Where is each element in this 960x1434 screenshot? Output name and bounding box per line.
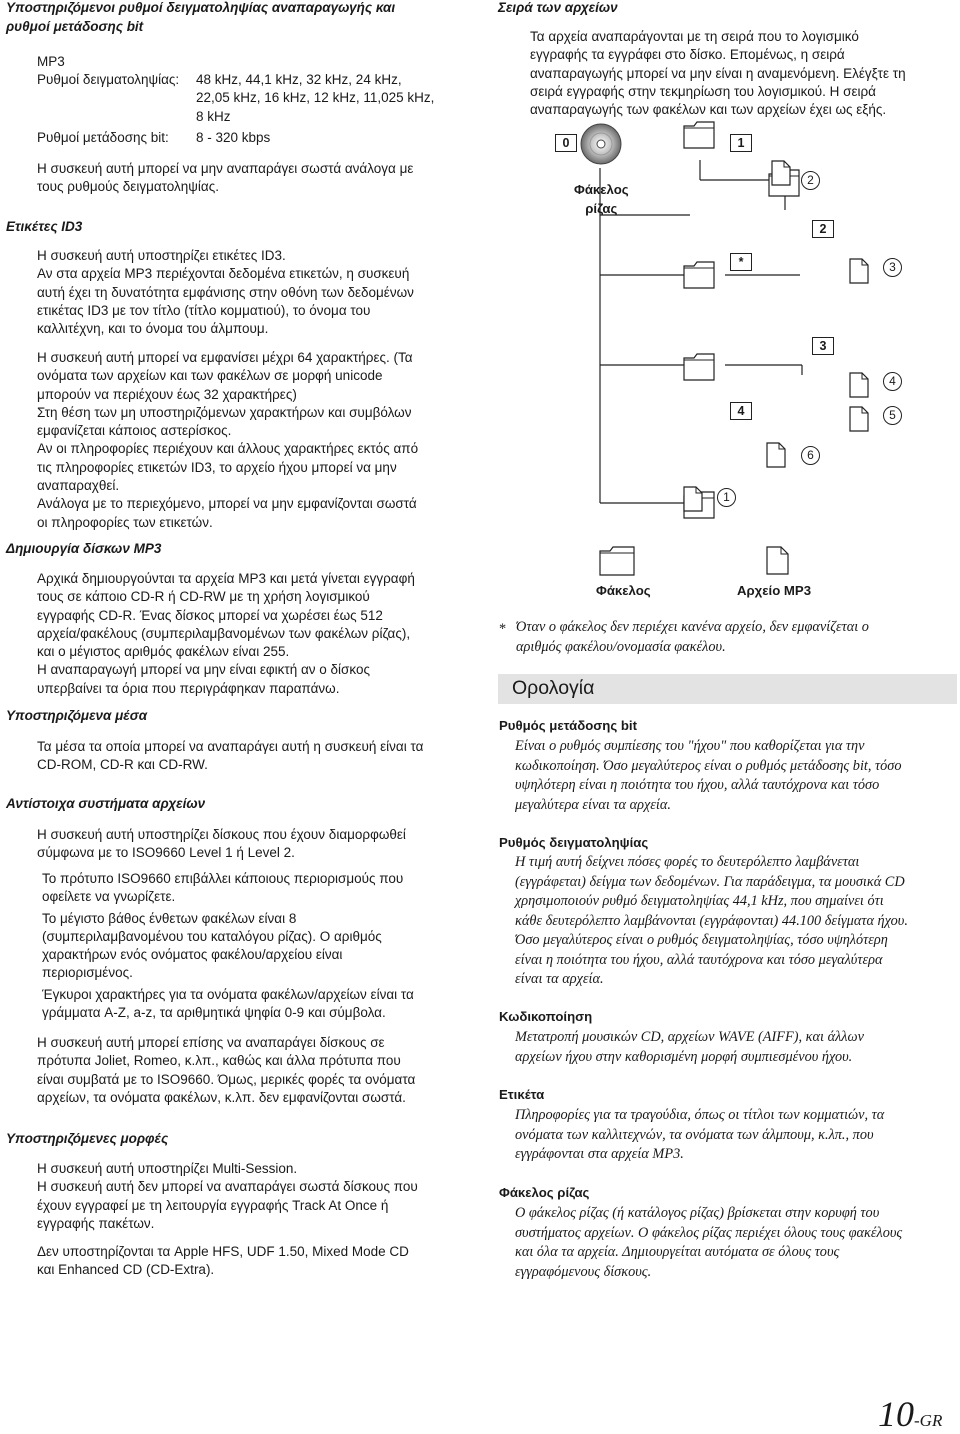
label-line: ρίζας bbox=[585, 201, 618, 216]
order-circle-5: 5 bbox=[883, 406, 902, 425]
legend-folder-label: Φάκελος bbox=[596, 583, 651, 598]
cd-disc-icon bbox=[579, 122, 623, 166]
mp3-label: MP3 bbox=[37, 54, 65, 69]
text-line: Η συσκευή αυτή υποστηρίζει Multi-Session. bbox=[37, 1161, 298, 1176]
create-discs-paragraph bbox=[37, 570, 415, 698]
text-line: ονόματα των αρχείων και των φακέλων σε μορφή unicode bbox=[37, 368, 383, 384]
text-line: οφείλετε να γνωρίζετε. bbox=[42, 889, 176, 905]
term-name: Ρυθμός δειγματοληψίας bbox=[499, 835, 649, 850]
file-systems-paragraph-1 bbox=[37, 826, 406, 863]
mp3-file-icon bbox=[849, 372, 869, 403]
legend-folder-icon bbox=[598, 545, 638, 582]
text-line: έχουν εγγραφεί με τη λειτουργία εγγραφής Track At Once ή bbox=[37, 1197, 389, 1213]
text-line: Είναι ο ρυθμός συμπίεσης του "ήχου" που καθορίζεται για την bbox=[515, 738, 865, 754]
id3-heading: Ετικέτες ID3 bbox=[6, 219, 83, 234]
text-line: και όλα τα αρχεία. Δημιουργείται αυτόματα σε όλους τους bbox=[515, 1244, 840, 1260]
text-line: Όσο μεγαλύτερος είναι ο ρυθμός δειγματοληψίας, τόσο υψηλότερη bbox=[515, 932, 888, 948]
text-line: αρχεία/φακέλους (συμπεριλαμβανομένων των φακέλων ρίζας), bbox=[37, 625, 411, 641]
order-box-star: * bbox=[730, 253, 752, 271]
folder-icon bbox=[682, 120, 718, 155]
term-definition bbox=[515, 1028, 864, 1067]
text-line: οι πληροφορίες των ετικετών. bbox=[37, 514, 213, 530]
text-line: μεγαλύτερα είναι τα αρχεία. bbox=[515, 796, 671, 813]
text-line: χαρακτήρων ενός ονόματος φακέλου/αρχείου είναι bbox=[42, 947, 343, 963]
text-line: αρχείων ήχου στην καθορισμένη μορφή συμπιεσμένου ήχου. bbox=[515, 1048, 853, 1065]
text-line: Πληροφορίες για τα τραγούδια, όπως οι τίτλοι των κομματιών, τα bbox=[515, 1107, 885, 1123]
mp3-file-icon bbox=[766, 442, 786, 473]
term-name: Ρυθμός μετάδοσης bit bbox=[499, 718, 637, 733]
value-line: 8 kHz bbox=[196, 108, 231, 124]
folder-tree-diagram bbox=[490, 120, 960, 610]
text-line: υπερβαίνει τα όρια που περιγράφηκαν παραπάνω. bbox=[37, 680, 340, 696]
text-line: Ο φάκελος ρίζας (ή κατάλογος ρίζας) βρίσκεται στην κορυφή του bbox=[515, 1205, 880, 1221]
sampling-note bbox=[37, 160, 413, 197]
text-line: και Enhanced CD (CD-Extra). bbox=[37, 1262, 215, 1278]
text-line: τους ρυθμούς δειγματοληψίας. bbox=[37, 179, 219, 195]
footnote-text bbox=[516, 618, 869, 657]
text-line: εγγραφής CD-R. Ένας δίσκος μπορεί να χωρέσει έως 512 bbox=[37, 607, 383, 623]
text-line: αναπαραχθεί. bbox=[37, 478, 120, 494]
terminology-banner bbox=[498, 674, 957, 704]
text-line: Η αναπαραγωγή μπορεί να μην είναι εφικτή αν ο δίσκος bbox=[37, 662, 370, 678]
page-number-suffix: -GR bbox=[914, 1411, 943, 1430]
order-circle-6: 6 bbox=[801, 446, 820, 465]
supported-media-heading: Υποστηριζόμενα μέσα bbox=[6, 708, 148, 723]
supported-formats-paragraph-2 bbox=[37, 1243, 409, 1280]
sample-rates-heading bbox=[6, 0, 476, 36]
text-line: μπορούν να περιέχουν έως 32 χαρακτήρες) bbox=[37, 386, 297, 402]
heading-line: Υποστηριζόμενοι ρυθμοί δειγματοληψίας αναπαραγωγής και bbox=[6, 0, 396, 15]
order-circle-3: 3 bbox=[883, 258, 902, 277]
text-line: Αν οι πληροφορίες περιέχουν και άλλους χαρακτήρες εκτός από bbox=[37, 441, 419, 457]
term-name: Φάκελος ρίζας bbox=[499, 1185, 590, 1200]
supported-formats-heading: Υποστηριζόμενες μορφές bbox=[6, 1131, 169, 1146]
text-line: (συμπεριλαμβανομένου του καταλόγου ρίζας). Ο αριθμός bbox=[42, 928, 382, 944]
text-line: Ανάλογα με το περιεχόμενο, μπορεί να μην εμφανίζονται σωστά bbox=[37, 496, 417, 512]
supported-media-paragraph bbox=[37, 738, 423, 775]
terminology-title: Ορολογία bbox=[512, 677, 595, 699]
text-line: εγγραφόμενους δίσκους. bbox=[515, 1263, 652, 1280]
text-line: περιορισμένος. bbox=[42, 965, 133, 981]
text-line: Τα μέσα τα οποία μπορεί να αναπαράγει αυτή η συσκευή είναι τα bbox=[37, 739, 424, 754]
id3-paragraph-1 bbox=[37, 247, 414, 338]
text-line: Η συσκευή αυτή μπορεί επίσης να αναπαράγει δίσκους σε bbox=[37, 1035, 385, 1050]
tree-lines bbox=[490, 120, 960, 610]
text-line: τις πληροφορίες ετικετών ID3, το αρχείο ήχου μπορεί να μην bbox=[37, 459, 397, 475]
order-box-3: 3 bbox=[812, 337, 834, 355]
page-number bbox=[878, 1396, 942, 1432]
footnote-mark: * bbox=[499, 621, 507, 637]
mp3-file-icon bbox=[683, 486, 703, 517]
term-name: Κωδικοποίηση bbox=[499, 1009, 593, 1024]
text-line: εγγραφής τα εγγράφει στο δίσκο. Επομένως, η σειρά bbox=[530, 47, 845, 63]
text-line: εμφανίζεται κάποιος αστερίσκος. bbox=[37, 423, 232, 439]
text-line: είναι η ποιότητα του ήχου, αλλά ταυτόχρονα και τόσο μεγαλύτερα bbox=[515, 951, 883, 968]
text-line: χρησιμοποιούν ρυθμό δειγματοληψίας 44,1 kHz, που σημαίνει ότι bbox=[515, 893, 884, 909]
order-box-2: 2 bbox=[812, 220, 834, 238]
text-line: Η συσκευή αυτή δεν μπορεί να αναπαράγει σωστά δίσκους που bbox=[37, 1179, 418, 1195]
file-systems-paragraph-2 bbox=[37, 1034, 415, 1107]
text-line: αριθμός φακέλου/ονομασία φακέλου. bbox=[516, 638, 726, 655]
file-systems-heading: Αντίστοιχα συστήματα αρχείων bbox=[6, 796, 206, 811]
order-box-4: 4 bbox=[730, 402, 752, 420]
text-line: Έγκυροι χαρακτήρες για τα ονόματα φακέλων/αρχείων είναι τα bbox=[42, 986, 414, 1002]
term-definition bbox=[515, 853, 908, 990]
create-discs-heading: Δημιουργία δίσκων MP3 bbox=[6, 541, 162, 556]
text-line: Το μέγιστο βάθος ένθετων φακέλων είναι 8 bbox=[42, 910, 297, 926]
legend-file-label: Αρχείο MP3 bbox=[737, 583, 812, 598]
text-line: κάθε δευτερόλεπτο λαμβάνονται (εγγράφονται) 44.100 δείγματα ήχου. bbox=[515, 912, 908, 929]
text-line: ονόματα των καλλιτεχνών, τα ονόματα των άλμπουμ, κ.λπ., που bbox=[515, 1126, 874, 1143]
supported-formats-paragraph-1 bbox=[37, 1160, 418, 1233]
page-number-value: 10 bbox=[878, 1394, 914, 1434]
legend-file-icon bbox=[766, 546, 790, 581]
term-definition bbox=[515, 1204, 902, 1282]
file-order-heading: Σειρά των αρχείων bbox=[498, 0, 618, 15]
text-line: πρότυπα Joliet, Romeo, κ.λπ., καθώς και άλλα πρότυπα που bbox=[37, 1053, 401, 1069]
order-circle-1: 1 bbox=[717, 488, 736, 507]
text-line: Η συσκευή αυτή μπορεί να εμφανίσει μέχρι 64 χαρακτήρες. (Τα bbox=[37, 350, 413, 365]
text-line: Στη θέση των μη υποστηριζόμενων χαρακτήρων και συμβόλων bbox=[37, 404, 412, 420]
heading-line: ρυθμοί μετάδοσης bit bbox=[6, 19, 144, 34]
text-line: Τα αρχεία αναπαράγονται με τη σειρά που το λογισμικό bbox=[530, 29, 859, 44]
mp3-file-icon bbox=[849, 406, 869, 437]
value-line: 22,05 kHz, 16 kHz, 12 kHz, 11,025 kHz, bbox=[196, 90, 435, 106]
text-line: είναι συμβατά με το ISO9660. Όμως, μερικές φορές τα ονόματα bbox=[37, 1071, 416, 1087]
text-line: Όταν ο φάκελος δεν περιέχει κανένα αρχείο, δεν εμφανίζεται ο bbox=[516, 619, 869, 635]
text-line: Μετατροπή μουσικών CD, αρχείων WAVE (AIFF), και άλλων bbox=[515, 1029, 864, 1045]
text-line: σειρά εγγραφής στην τεκμηρίωση του λογισμικού. Η σειρά bbox=[530, 83, 876, 99]
order-box-0: 0 bbox=[555, 134, 577, 152]
folder-icon bbox=[682, 352, 718, 387]
text-line: Η τιμή αυτή δείχνει πόσες φορές το δευτερόλεπτο λαμβάνεται bbox=[515, 854, 860, 870]
text-line: αναπαραγωγής μπορεί να μην είναι η αναμενόμενη. Ελέγξτε τη bbox=[530, 65, 906, 81]
text-line: σύμφωνα με το ISO9660 Level 1 ή Level 2. bbox=[37, 845, 295, 861]
order-circle-2: 2 bbox=[801, 171, 820, 190]
value-line: 48 kHz, 44,1 kHz, 32 kHz, 24 kHz, bbox=[196, 72, 402, 87]
text-line: Η συσκευή αυτή μπορεί να μην αναπαράγει σωστά ανάλογα με bbox=[37, 161, 414, 176]
term-definition bbox=[515, 1106, 884, 1165]
text-line: αυτή έχει τη δυνατότητα εμφάνισης στην οθόνη των δεδομένων bbox=[37, 284, 414, 300]
bitrate-label: Ρυθμοί μετάδοσης bit: bbox=[37, 130, 169, 145]
text-line: ετικέτας ID3 με τον τίτλο (τίτλο κομματιού), το όνομα του bbox=[37, 302, 371, 318]
text-line: Η συσκευή αυτή υποστηρίζει δίσκους που έχουν διαμορφωθεί bbox=[37, 827, 406, 842]
text-line: Δεν υποστηρίζονται τα Apple HFS, UDF 1.50, Mixed Mode CD bbox=[37, 1244, 409, 1259]
order-box-1: 1 bbox=[730, 134, 752, 152]
text-line: υψηλότερη είναι η ποιότητα του ήχου, αλλά ταυτόχρονα και τόσο bbox=[515, 777, 880, 793]
text-line: γράμματα A-Z, a-z, τα αριθμητικά ψηφία 0-9 και σύμβολα. bbox=[42, 1005, 386, 1021]
sampling-rates-label: Ρυθμοί δειγματοληψίας: bbox=[37, 72, 180, 87]
text-line: Αρχικά δημιουργούνται τα αρχεία MP3 και μετά γίνεται εγγραφή bbox=[37, 571, 415, 586]
mp3-file-icon bbox=[849, 258, 869, 289]
text-line: κωδικοποίηση. Όσο μεγαλύτερος είναι ο ρυθμός μετάδοσης bit, τόσο bbox=[515, 757, 902, 774]
text-line: CD-ROM, CD-R και CD-RW. bbox=[37, 757, 208, 773]
text-line: εγγράφονται στα αρχεία MP3. bbox=[515, 1146, 684, 1162]
text-line: συστήματος αρχείων. Ο φάκελος ρίζας περιέχει όλους τους φακέλους bbox=[515, 1224, 903, 1241]
folder-icon bbox=[682, 260, 718, 295]
text-line: τους σε κάποιο CD-R ή CD-RW με τη χρήση λογισμικού bbox=[37, 589, 370, 605]
text-line: Η συσκευή αυτή υποστηρίζει ετικέτες ID3. bbox=[37, 248, 286, 263]
id3-paragraph-2 bbox=[37, 349, 418, 532]
order-circle-4: 4 bbox=[883, 372, 902, 391]
text-line: εγγραφής πακέτων. bbox=[37, 1215, 155, 1231]
text-line: Αν στα αρχεία MP3 περιέχονται δεδομένα ετικετών, η συσκευή bbox=[37, 266, 410, 282]
term-name: Ετικέτα bbox=[499, 1087, 545, 1102]
iso9660-limitations bbox=[42, 870, 414, 1022]
mp3-file-icon bbox=[771, 160, 791, 191]
text-line: καλλιτέχνη, και το όνομα του άλμπουμ. bbox=[37, 321, 269, 337]
file-order-paragraph bbox=[530, 28, 906, 119]
sampling-rates-values bbox=[196, 71, 434, 126]
text-line: και ο μέγιστος αριθμός φακέλων είναι 255. bbox=[37, 644, 290, 660]
text-line: Το πρότυπο ISO9660 επιβάλλει κάποιους περιορισμούς που bbox=[42, 871, 404, 886]
label-line: Φάκελος bbox=[574, 182, 629, 197]
text-line: αναπαραγωγής των φακέλων και των αρχείων έχει ως εξής. bbox=[530, 102, 887, 118]
root-folder-label bbox=[574, 180, 629, 218]
term-definition bbox=[515, 737, 902, 815]
bitrate-value: 8 - 320 kbps bbox=[196, 130, 271, 145]
text-line: αρχείων, τα ονόματα φακέλων, κ.λπ. δεν εμφανίζονται σωστά. bbox=[37, 1089, 406, 1105]
text-line: είναι τα αρχεία. bbox=[515, 971, 604, 987]
text-line: (εγγράφεται) δείγμα των δεδομένων. Για παράδειγμα, τα μουσικά CD bbox=[515, 873, 905, 890]
